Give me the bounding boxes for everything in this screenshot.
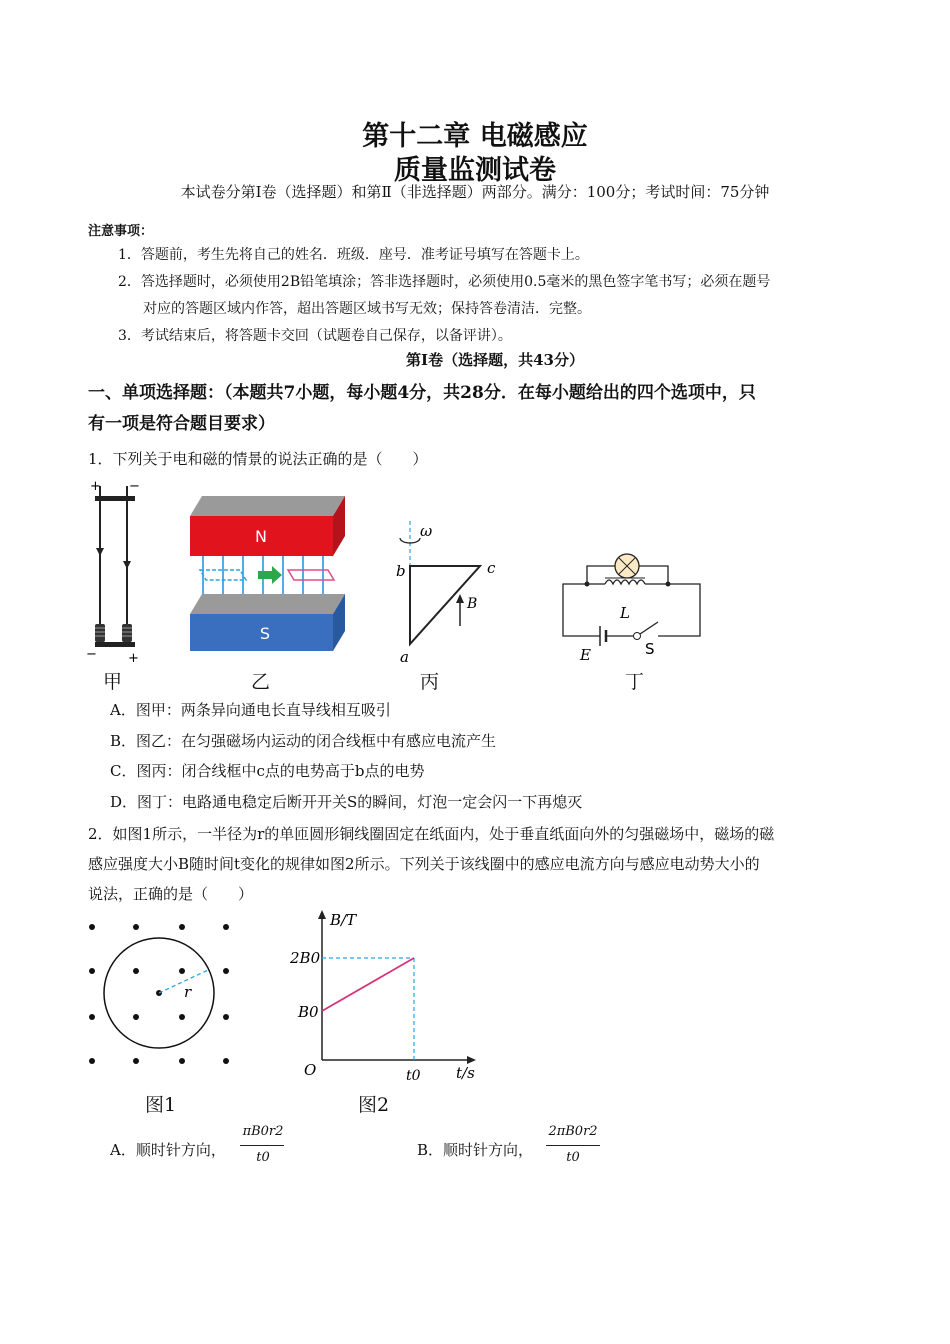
switch-label: S <box>645 640 655 658</box>
figure-1-coil <box>80 915 250 1065</box>
exam-meta: 本试卷分第Ⅰ卷（选择题）和第Ⅱ（非选择题）两部分。满分：100分；考试时间：75分钟 <box>180 183 770 201</box>
figure-caption-jia: 甲 <box>103 671 123 693</box>
figure-2-graph <box>290 905 490 1080</box>
figure-jia <box>86 479 140 666</box>
q2-option-b-numerator: 2πB0r2 <box>548 1124 598 1139</box>
question-1-stem: 1．下列关于电和磁的情景的说法正确的是（ ） <box>88 450 428 468</box>
question-2-stem-line2: 感应强度大小B随时间t变化的规律如图2所示。下列关于该线圈中的感应电流方向与感应电动势大小的 <box>88 855 760 873</box>
minus-label: − <box>86 647 97 662</box>
note-item: 2．答选择题时，必须使用2B铅笔填涂；答非选择题时，必须使用0.5毫米的黑色签字笔书写；必须在题号 <box>118 274 771 290</box>
figure-caption-bing: 丙 <box>420 671 440 693</box>
part-heading-line2: 有一项是符合题目要求） <box>88 414 275 434</box>
q1-option-c: C．图丙：闭合线框中c点的电势高于b点的电势 <box>110 762 425 780</box>
y-tick-b0: B0 <box>298 1003 319 1021</box>
figure-1-caption: 图1 <box>145 1094 177 1116</box>
south-pole-label: S <box>259 624 271 643</box>
figure-yi <box>190 496 345 651</box>
y-tick-2b0: 2B0 <box>290 949 321 967</box>
radius-label: r <box>184 983 192 1001</box>
inductor-label: L <box>620 604 630 622</box>
fraction-bar <box>240 1145 284 1146</box>
figure-caption-yi: 乙 <box>251 671 271 693</box>
omega-label: ω <box>420 522 433 540</box>
note-item: 对应的答题区域内作答，超出答题区域书写无效；保持答卷清洁．完整。 <box>143 301 591 317</box>
point-b-label: b <box>396 562 406 580</box>
q1-option-a: A．图甲：两条异向通电长直导线相互吸引 <box>110 701 391 719</box>
q2-option-b-label: B．顺时针方向， <box>417 1141 534 1159</box>
y-axis-label: B/T <box>330 911 357 929</box>
x-axis-label: t/s <box>456 1064 475 1080</box>
b-field-label: B <box>467 596 478 612</box>
x-tick-t0: t0 <box>406 1068 421 1080</box>
figure-ding <box>563 554 700 664</box>
q1-option-d: D．图丁：电路通电稳定后断开开关S的瞬间，灯泡一定会闪一下再熄灭 <box>110 793 583 811</box>
origin-label: O <box>304 1061 317 1079</box>
emf-label: E <box>580 646 591 664</box>
point-c-label: c <box>487 559 496 577</box>
north-pole-label: N <box>255 527 267 546</box>
section-heading: 第Ⅰ卷（选择题，共43分） <box>406 351 584 369</box>
plus-label: + <box>90 479 101 494</box>
q2-option-a-numerator: πB0r2 <box>242 1124 284 1139</box>
plus-label: + <box>128 651 139 666</box>
b-t-line <box>322 958 414 1011</box>
point-a-label: a <box>400 648 409 666</box>
q2-option-a-denominator: t0 <box>256 1150 270 1165</box>
note-item: 3．考试结束后，将答题卡交回（试题卷自己保存，以备评讲）。 <box>118 328 512 344</box>
figure-2-caption: 图2 <box>358 1094 390 1116</box>
fraction-bar <box>546 1145 600 1146</box>
page-title: 第十二章 电磁感应 <box>362 121 588 152</box>
minus-label: − <box>129 479 140 494</box>
question-2-stem-line1: 2．如图1所示，一半径为r的单匝圆形铜线圈固定在纸面内，处于垂直纸面向外的匀强磁场中，磁场的磁 <box>88 825 775 843</box>
note-item: 1．答题前，考生先将自己的姓名．班级．座号．准考证号填写在答题卡上。 <box>118 247 589 263</box>
page-subtitle: 质量监测试卷 <box>394 155 556 186</box>
figure-bing <box>396 521 496 666</box>
q2-option-b-denominator: t0 <box>566 1150 580 1165</box>
notes-title: 注意事项： <box>88 224 154 239</box>
q1-option-b: B．图乙：在匀强磁场内运动的闭合线框中有感应电流产生 <box>110 732 497 750</box>
question-2-stem-line3: 说法，正确的是（ ） <box>88 885 254 903</box>
figure-caption-ding: 丁 <box>625 671 645 693</box>
q2-option-a-label: A．顺时针方向， <box>110 1141 226 1159</box>
part-heading-line1: 一、单项选择题：（本题共7小题，每小题4分，共28分．在每小题给出的四个选项中，只 <box>88 383 756 403</box>
q1-figures <box>80 476 720 676</box>
